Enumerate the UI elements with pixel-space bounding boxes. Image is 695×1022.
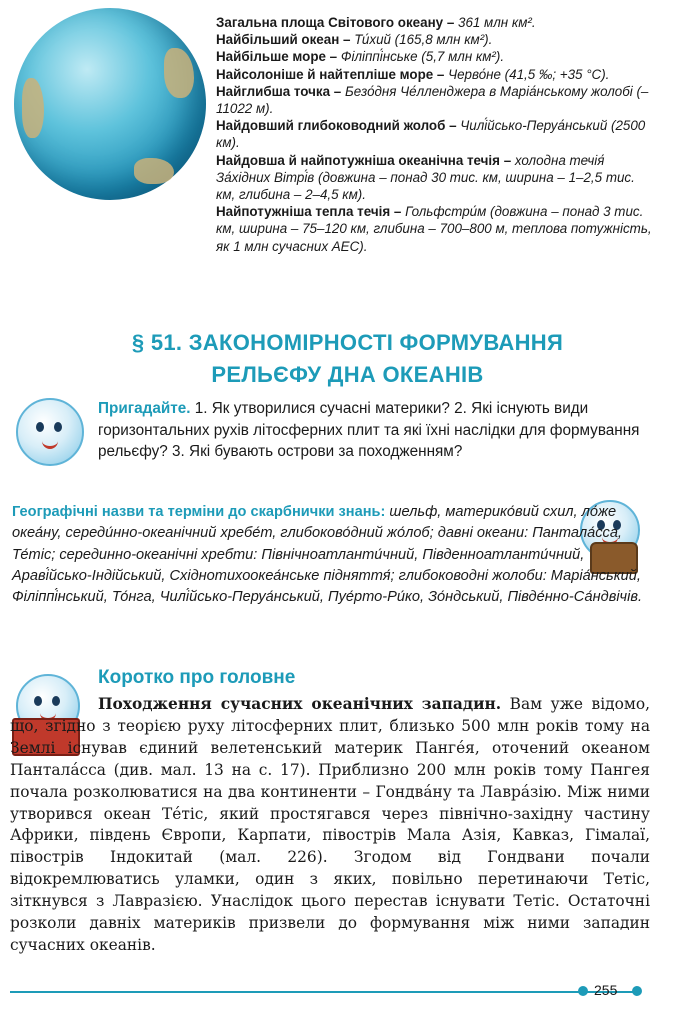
recall-text: 1. Як утворилися сучасні материки? 2. Які існують види горизонтальних рухів літосферних плит та які їхні наслідки для формування рельєфу? 3. Які бувають острови за походженням? [98, 400, 640, 461]
fact-item: Найсолоніше й найтепліше море – Черво́не (41,5 ‰; +35 °С). [216, 66, 610, 82]
footer-dot [578, 986, 588, 996]
main-body-text [10, 694, 650, 957]
page-number: 255 [594, 982, 618, 998]
fact-item: Найдовший глибоководний жолоб – Чилі́йсько-Перуа́нський (2500 км). [216, 118, 646, 151]
ocean-globe-image [14, 8, 206, 200]
glossary-terms [12, 502, 652, 608]
fact-item: Найпотужніша тепла течія – Гольфстри́м (довжина – понад 3 тис. км, ширина – 75–120 км, глибина – 700–800 м, теплова потужність, як 1 млн сучасних АЕС). [216, 204, 652, 254]
footer-rule [10, 991, 637, 993]
ocean-facts [216, 14, 656, 255]
fact-item: Найбільше море – Філіппі́нське (5,7 млн км²). [216, 49, 505, 65]
body-paragraph: Вам уже відомо, що, згідно з теорією руху літосферних плит, близько 500 млн років тому на Землі існував єдиний велетенський материк Панге́я, оточений океаном Пантала́сса (див. мал. 13 на с. 17). Приблизно 200 млн років тому Пангея почала розколюватися на два континенти – Гондва́ну та Лавра́зію. Між ними утворився океан Те́тіс, який простягався через північно-західну частину Африки, південь Європи, Карпати, півострів Мала Азія, Кавказ, Гімалаї, півострів Індокитай (мал. 226). Згодом від Гондвани почали відокремлюватись уламки, один з яких, повільно перетинаючи Тетіс, зіткнувся з Лавразією. Унаслідок цього перестав існувати Тетіс. Остаточні розколи давніх материків призвели до формування між ними западин сучасних океанів. [10, 695, 650, 954]
fact-item: Загальна площа Світового океану – 361 млн км². [216, 15, 536, 30]
footer-dot [632, 986, 642, 996]
fact-item: Найглибша точка – Безо́дня Че́лленджера в Маріа́нському жолобі (–11022 м). [216, 83, 649, 117]
body-lead: Походження сучасних океанічних западин. [98, 695, 502, 713]
summary-heading: Коротко про головне [98, 667, 296, 688]
glossary-heading: Географічні назви та терміни до скарбнички знань: [12, 504, 386, 520]
section-title-line2: РЕЛЬЄФУ ДНА ОКЕАНІВ [211, 362, 484, 387]
fact-item: Найбільший океан – Ти́хий (165,8 млн км²). [216, 32, 493, 48]
section-title-line1: § 51. ЗАКОНОМІРНОСТІ ФОРМУВАННЯ [131, 330, 564, 355]
globe-mascot-icon [16, 398, 84, 466]
fact-item: Найдовша й найпотужніша океанічна течія – холодна течія́ За́хідних Вітрі́в (довжина – понад 30 тис. км, ширина – 1–2,5 тис. км, глибина – 2–4,5 км). [216, 152, 635, 203]
recall-label: Пригадайте. [98, 400, 191, 417]
glossary-text: шельф, материко́вий схил, ло́же океа́ну, середи́нно-океанічний хребе́т, глибоково́дний жо́лоб; давні океани: Пантала́сса, Те́тіс; серединно-океанічні хребти: Північноатланти́чний, Південноатланти́чний, Араві́йсько-Індійський, Східнотихоокеа́нське підняття́; глибоководні жолоби: Маріа́нський, Філіппі́нський, То́нга, Чилі́йсько-Перуа́нський, Пуе́рто-Ри́ко, Зо́ндський, Півде́нно-Са́ндвічів. [12, 504, 643, 606]
recall-prompt [98, 398, 654, 463]
